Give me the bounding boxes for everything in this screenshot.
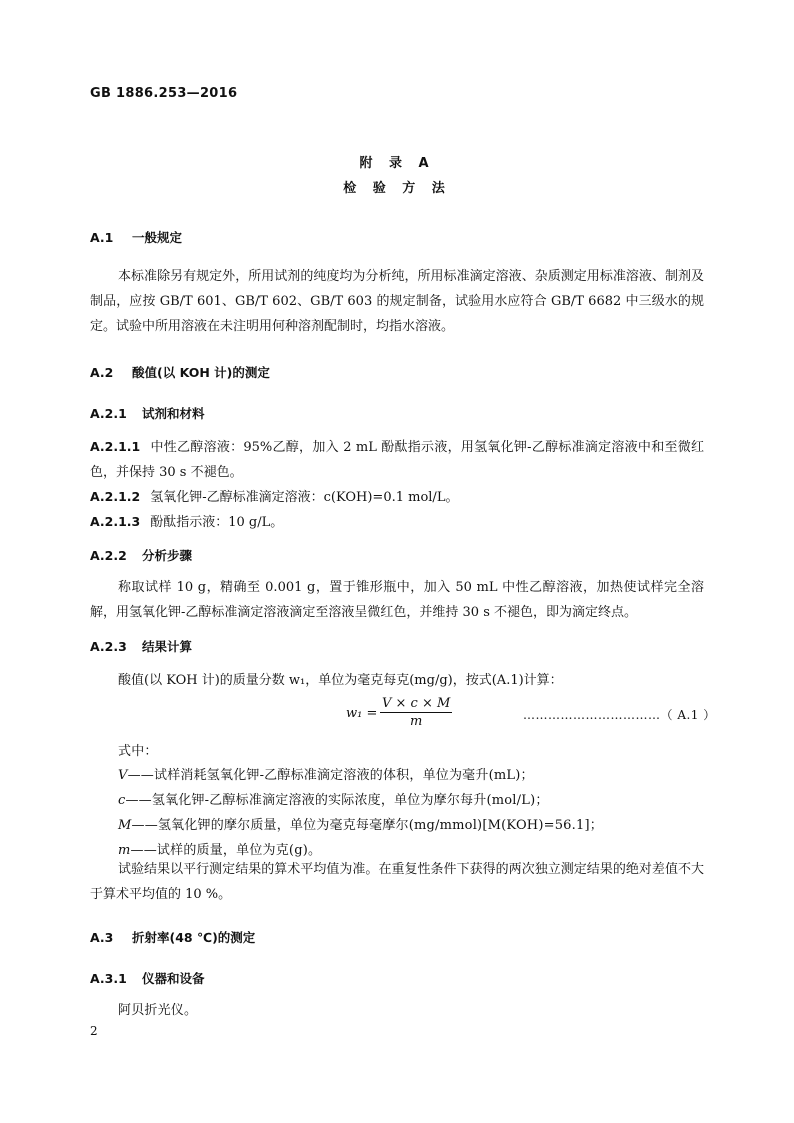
section-a23-intro — [90, 668, 704, 693]
section-a2-heading — [90, 363, 270, 381]
variable-symbol: m — [118, 843, 131, 858]
item-number: A.2.1.1 — [90, 439, 141, 454]
section-a1-paragraph — [90, 264, 704, 339]
variable-description: ——氢氧化钾的摩尔质量，单位为毫克每毫摩尔(mg/mmol)[M(KOH)=56.1]； — [131, 818, 603, 833]
variable-description: ——试样的质量，单位为克(g)。 — [130, 843, 322, 858]
variable-symbol: V — [118, 768, 128, 783]
section-a3-heading — [90, 928, 255, 946]
section-title: 仪器和设备 — [142, 971, 205, 986]
section-a23-result — [90, 857, 704, 907]
page-number: 2 — [90, 1024, 98, 1038]
section-title: 分析步骤 — [142, 548, 193, 563]
formula-numerator: V × c × M — [382, 696, 451, 711]
section-a31-text: 阿贝折光仪。 — [118, 1003, 198, 1018]
item-a212 — [90, 484, 704, 510]
item-text: 酚酞指示液：10 g/L。 — [150, 515, 284, 530]
section-a31-heading — [90, 969, 205, 987]
variable-definition — [118, 814, 603, 833]
section-title: 酸值(以 KOH 计)的测定 — [132, 365, 270, 380]
appendix-title: 附 录 A — [359, 156, 435, 171]
paragraph-text: 试验结果以平行测定结果的算术平均值为准。在重复性条件下获得的两次独立测定结果的绝对差值不大于算术平均值的 10 %。 — [90, 862, 704, 902]
appendix-subtitle: 检 验 方 法 — [343, 181, 451, 196]
section-number: A.2.3 — [90, 639, 127, 654]
section-number: A.3 — [90, 930, 114, 945]
section-title: 试剂和材料 — [142, 406, 205, 421]
section-number: A.2.2 — [90, 548, 127, 563]
section-a21-heading — [90, 404, 205, 422]
formula-denominator: m — [409, 714, 423, 729]
item-a213 — [90, 509, 704, 535]
variable-definition — [118, 764, 534, 783]
paragraph-text: 酸值(以 KOH 计)的质量分数 w₁，单位为毫克每克(mg/g)，按式(A.1)计算： — [118, 673, 563, 688]
section-title: 折射率(48 ℃)的测定 — [132, 930, 256, 945]
section-a23-heading — [90, 637, 192, 655]
section-number: A.3.1 — [90, 971, 127, 986]
item-number: A.2.1.2 — [90, 489, 141, 504]
formula-fraction — [380, 696, 452, 729]
formula-lhs: w₁ = — [346, 706, 378, 721]
section-title: 结果计算 — [142, 639, 193, 654]
variable-definition — [118, 789, 549, 808]
variable-description: ——试样消耗氢氧化钾-乙醇标准滴定溶液的体积，单位为毫升(mL)； — [127, 768, 534, 783]
where-label: 式中： — [118, 744, 158, 759]
formula-reference: ……………………………（ A.1 ） — [523, 708, 716, 722]
section-a22-paragraph — [90, 575, 704, 625]
item-number: A.2.1.3 — [90, 514, 141, 529]
section-title: 一般规定 — [132, 230, 183, 245]
section-number: A.2 — [90, 365, 114, 380]
section-a1-heading — [90, 228, 182, 246]
item-text: 中性乙醇溶液：95%乙醇，加入 2 mL 酚酞指示液，用氢氧化钾-乙醇标准滴定溶液中和至微红色，并保持 30 s 不褪色。 — [90, 440, 704, 480]
standard-code: GB 1886.253—2016 — [90, 86, 238, 101]
item-text: 氢氧化钾-乙醇标准滴定溶液：c(KOH)=0.1 mol/L。 — [150, 490, 459, 505]
section-a22-heading — [90, 546, 192, 564]
section-number: A.2.1 — [90, 406, 127, 421]
variable-description: ——氢氧化钾-乙醇标准滴定溶液的实际浓度，单位为摩尔每升(mol/L)； — [125, 793, 549, 808]
paragraph-text: 称取试样 10 g，精确至 0.001 g，置于锥形瓶中，加入 50 mL 中性乙醇溶液，加热使试样完全溶解，用氢氧化钾-乙醇标准滴定溶液滴定至溶液呈微红色，并维持 30 s 不褪色，即为滴定终点。 — [90, 580, 704, 620]
paragraph-text: 本标准除另有规定外，所用试剂的纯度均为分析纯，所用标准滴定溶液、杂质测定用标准溶液、制剂及制品，应按 GB/T 601、GB/T 602、GB/T 603 的规定制备，试验用水应符合 GB/T 6682 中三级水的规定。试验中所用溶液在未注明用何种溶剂配制时，均指水溶液。 — [90, 269, 704, 334]
variable-symbol: M — [118, 818, 132, 833]
variable-symbol: c — [118, 793, 126, 808]
section-number: A.1 — [90, 230, 114, 245]
item-a211 — [90, 434, 704, 485]
variable-definition — [118, 839, 321, 858]
